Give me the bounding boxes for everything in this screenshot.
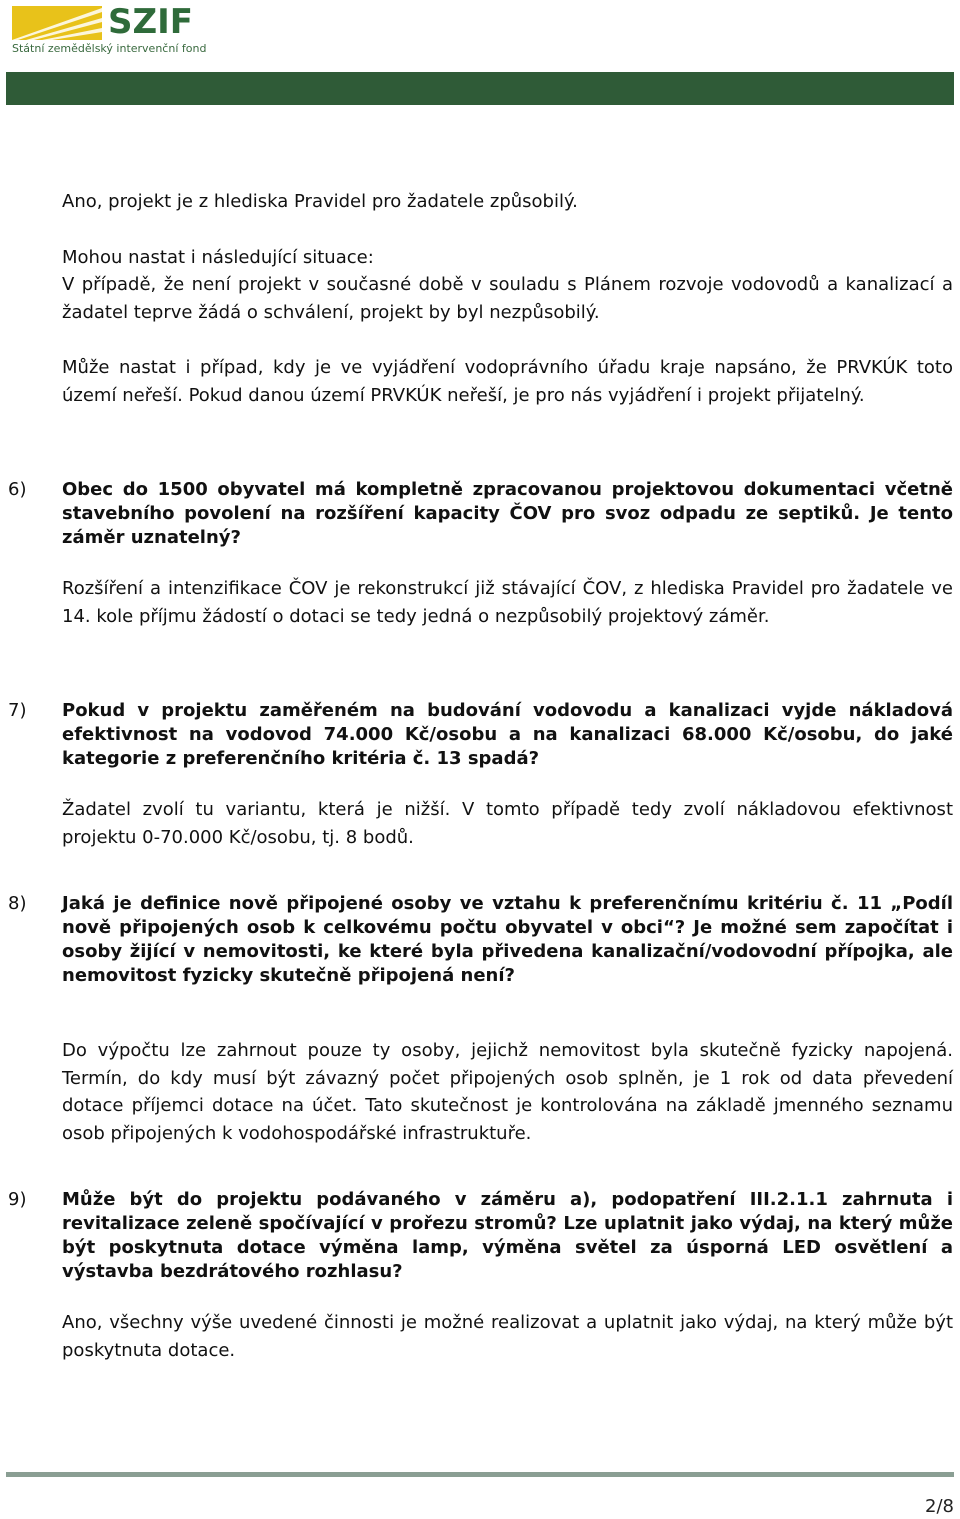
logo-title: SZIF (108, 2, 194, 42)
question-text: Pokud v projektu zaměřeném na budování vodovodu a kanalizaci vyjde nákladová efektivnost na vodovod 74.000 Kč/osobu a na kanalizaci 68.000 Kč/osobu, do jaké kategorie z preferenčního kritéria č. 13 spadá? (62, 700, 953, 769)
header-bar (6, 72, 954, 105)
answer-text: Žadatel zvolí tu variantu, která je nižší. V tomto případě tedy zvolí nákladovou efektivnost projektu 0-70.000 Kč/osobu, tj. 8 bodů. (62, 799, 953, 848)
question-number: 9) (8, 1189, 27, 1210)
question-text: Obec do 1500 obyvatel má kompletně zpracovanou projektovou dokumentaci včetně stavebního povolení na rozšíření kapacity ČOV pro svoz odpadu ze septiků. Je tento záměr uznatelný? (62, 479, 953, 548)
question-number: 6) (8, 479, 27, 500)
logo-subtitle: Státní zemědělský intervenční fond (12, 42, 207, 55)
paragraph-situations-heading: Mohou nastat i následující situace: (62, 247, 374, 268)
wheat-field-logo-icon (12, 6, 102, 40)
answer-text: Do výpočtu lze zahrnout pouze ty osoby, jejichž nemovitost byla skutečně fyzicky napojená. Termín, do kdy musí být závazný počet připojených osob splněn, je 1 rok od data převedení dotace příjemci dotace na účet. Tato skutečnost je kontrolována na základě jmenného seznamu osob připojených k vodohospodářské infrastruktuře. (62, 1040, 953, 1144)
footer-bar (6, 1472, 954, 1477)
question-text: Jaká je definice nově připojené osoby ve vztahu k preferenčnímu kritériu č. 11 „Podíl nově připojených osob k celkovému počtu obyvatel v obci“? Je možné sem započítat i osoby žijící v nemovitosti, ke které byla přivedena kanalizační/vodovodní přípojka, ale nemovitost fyzicky skutečně připojená není? (62, 893, 953, 986)
question-number: 7) (8, 700, 27, 721)
page-number: 2/8 (925, 1496, 954, 1517)
paragraph-answer-intro: Ano, projekt je z hlediska Pravidel pro žadatele způsobilý. (62, 191, 578, 212)
paragraph-situation-2: Může nastat i případ, kdy je ve vyjádření vodoprávního úřadu kraje napsáno, že PRVKÚK toto území neřeší. Pokud danou území PRVKÚK neřeší, je pro nás vyjádření i projekt přijatelný. (62, 357, 953, 406)
paragraph-situation-1: V případě, že není projekt v současné době v souladu s Plánem rozvoje vodovodů a kanalizací a žadatel teprve žádá o schválení, projekt by byl nezpůsobilý. (62, 274, 953, 323)
question-text: Může být do projektu podávaného v záměru a), podopatření III.2.1.1 zahrnuta i revitalizace zeleně spočívající v prořezu stromů? Lze uplatnit jako výdaj, na který může být poskytnuta dotace výměna lamp, výměna světel za úsporná LED osvětlení a výstavba bezdrátového rozhlasu? (62, 1189, 953, 1282)
szif-logo (12, 2, 207, 58)
answer-text: Rozšíření a intenzifikace ČOV je rekonstrukcí již stávající ČOV, z hlediska Pravidel pro žadatele ve 14. kole příjmu žádostí o dotaci se tedy jedná o nezpůsobilý projektový záměr. (62, 578, 953, 627)
answer-text: Ano, všechny výše uvedené činnosti je možné realizovat a uplatnit jako výdaj, na který může být poskytnuta dotace. (62, 1312, 953, 1361)
question-number: 8) (8, 893, 27, 914)
